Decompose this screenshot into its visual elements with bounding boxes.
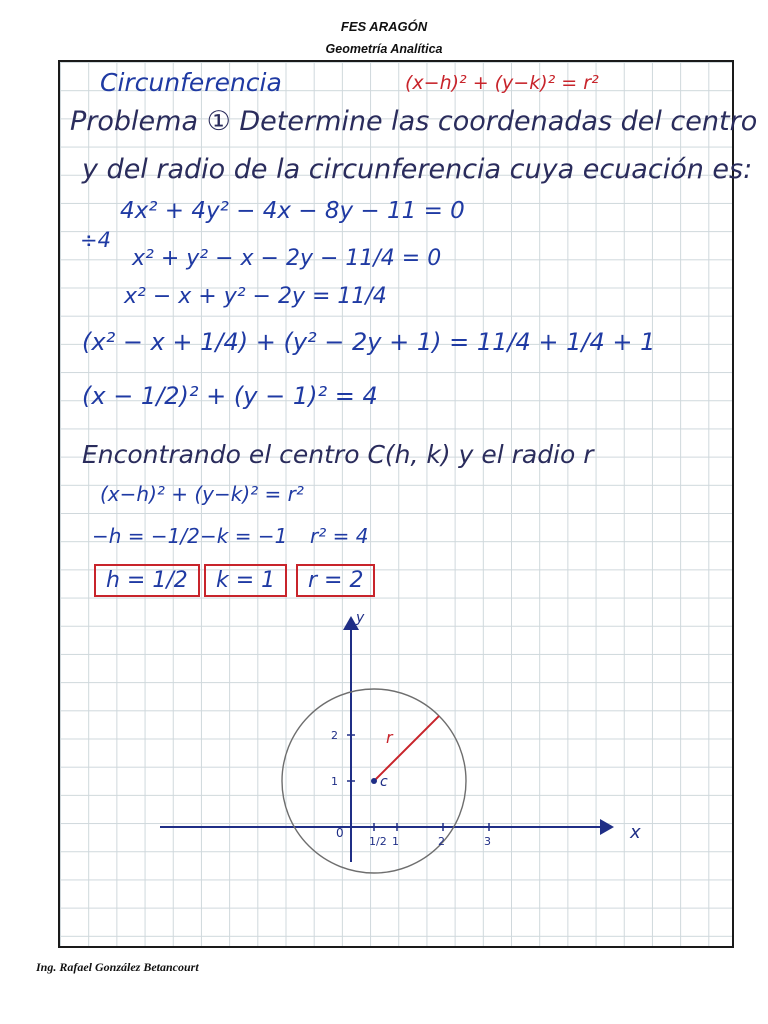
divide-note: ÷4 [80,228,111,252]
h-result-box: h = 1/2 [94,564,200,597]
origin-label: 0 [336,826,344,840]
standard-form: (x−h)² + (y−k)² = r² [100,482,304,506]
x-tick-label: 3 [484,835,491,848]
graph-paper-sheet [58,60,758,948]
equation-step1: 4x² + 4y² − 4x − 8y − 11 = 0 [120,198,465,224]
equation-step3: x² − x + y² − 2y = 11/4 [124,284,387,309]
radius-line [374,716,439,781]
footer-author: Ing. Rafael González Betancourt [36,960,199,974]
y-tick-label: 1 [331,775,338,788]
radius-label: r [386,728,393,747]
institution-title: FES ARAGÓN [340,19,428,34]
k-step: −k = −1 [200,524,288,548]
center-label: c [380,774,388,790]
equation-step4: (x² − x + 1/4) + (y² − 2y + 1) = 11/4 + 1/4 + 1 [82,328,656,356]
topic-title: Circunferencia [100,68,282,97]
general-formula: (x−h)² + (y−k)² = r² [405,72,599,94]
circle-graph [60,62,732,946]
k-result-box: k = 1 [204,564,287,597]
x-axis-label: x [630,822,641,843]
h-step: −h = −1/2 [92,524,200,548]
find-center-radius-text: Encontrando el centro C(h, k) y el radio r [82,440,594,469]
problem-statement-line2: y del radio de la circunferencia cuya ecuación es: [82,154,753,185]
course-title: Geometría Analítica [325,42,443,56]
x-tick-label: 2 [438,835,445,848]
equation-step5: (x − 1/2)² + (y − 1)² = 4 [82,382,378,410]
y-ticks [331,729,376,788]
y-tick-label: 2 [331,729,338,742]
equation-step2: x² + y² − x − 2y − 11/4 = 0 [132,246,442,271]
page-header [0,18,768,58]
problem-statement-line1: Problema ① Determine las coordenadas del centro [70,106,758,137]
y-axis-label: y [356,610,365,626]
r-result-box: r = 2 [296,564,375,597]
guide-dot [372,779,375,782]
r-step: r² = 4 [310,524,369,548]
x-tick-label: 1/2 [369,835,387,848]
x-tick-label: 1 [392,835,399,848]
